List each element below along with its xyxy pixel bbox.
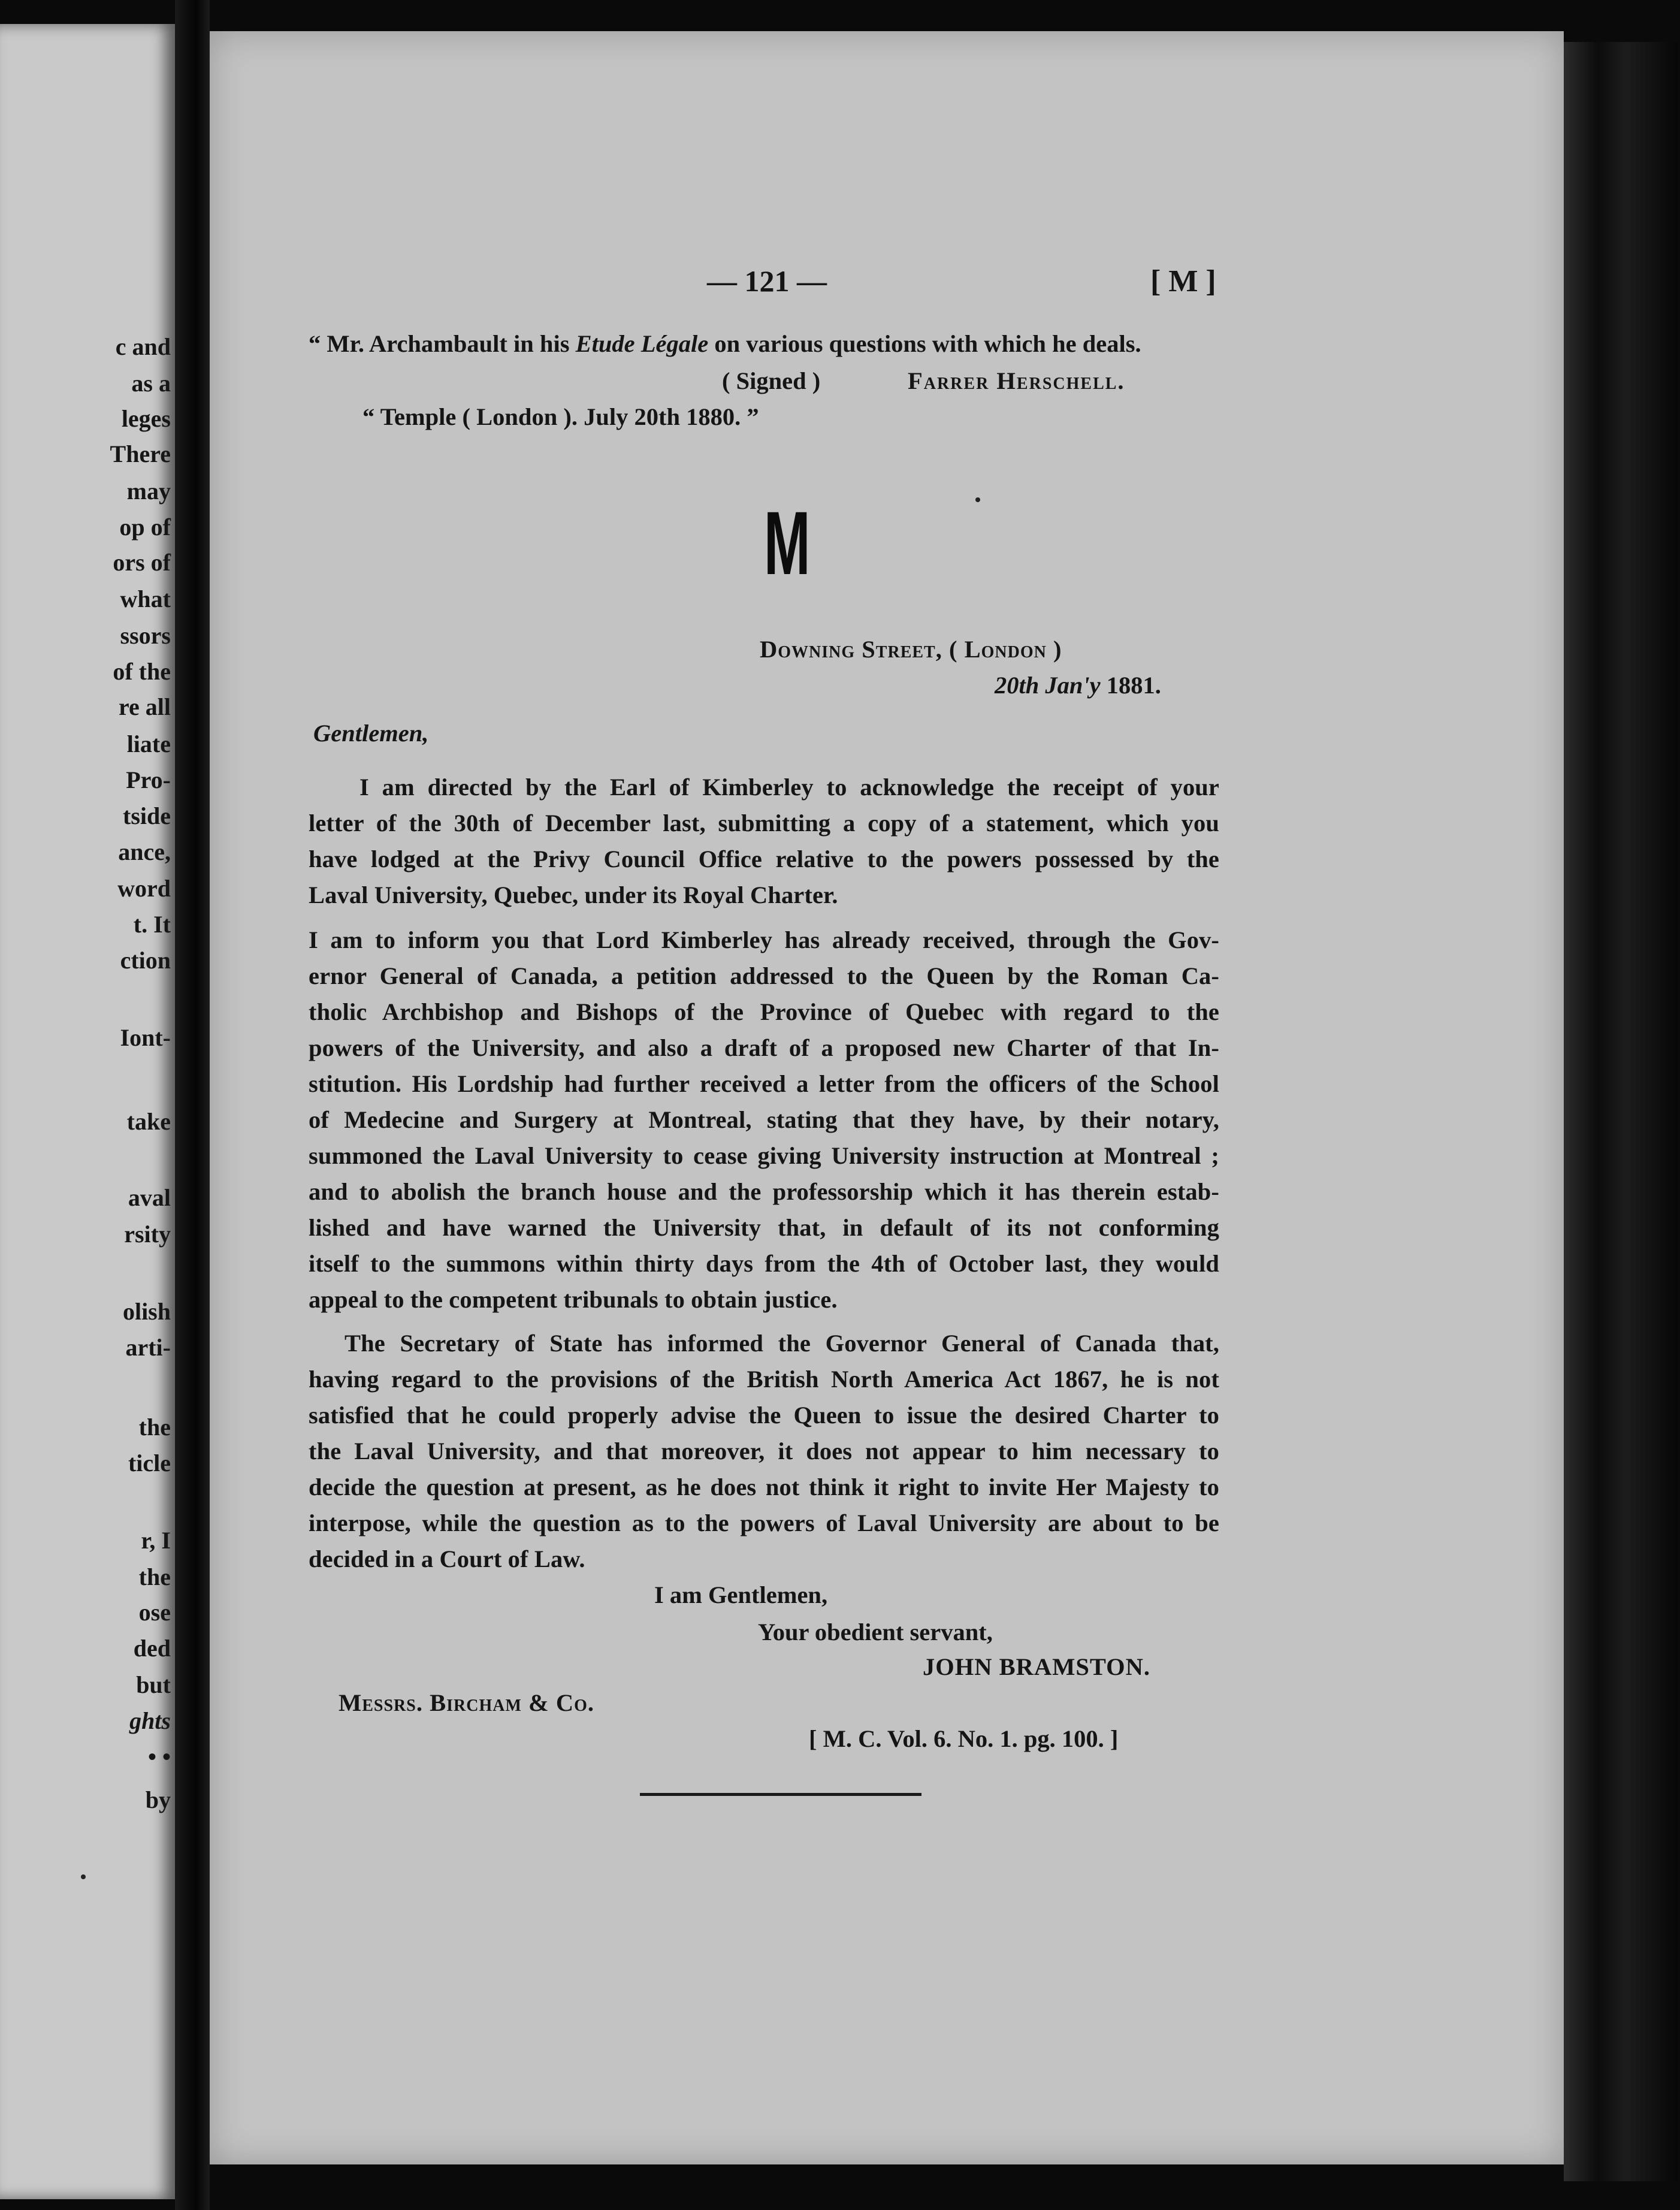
previous-page-fragment-text: op of xyxy=(119,514,171,541)
previous-page-fragment-text: the xyxy=(138,1414,171,1441)
previous-page-fragment-text: of the xyxy=(113,658,171,685)
previous-page-fragment-text: by xyxy=(145,1786,171,1813)
previous-page-fragment-text: take xyxy=(126,1108,171,1135)
letter-line: lished and have warned the University that, in default of its not conforming xyxy=(309,1214,1219,1241)
previous-page-fragment-text: olish xyxy=(122,1298,171,1325)
letter-line: summoned the Laval University to cease giving University instruction at Montreal ; xyxy=(309,1142,1219,1169)
previous-page-fragment-text: but xyxy=(136,1671,171,1698)
previous-page-fragment-text: ticle xyxy=(128,1450,171,1477)
letter-address: Downing Street, ( London ) xyxy=(760,636,1062,663)
previous-page-fragment-text: ssors xyxy=(120,622,171,649)
letter-line: satisfied that he could properly advise the Queen to issue the desired Charter to xyxy=(309,1402,1219,1429)
section-rule xyxy=(640,1793,921,1796)
previous-page-fragment-text: ghts xyxy=(129,1707,171,1734)
previous-page-fragment-text: what xyxy=(120,585,171,612)
letter-line: interpose, while the question as to the powers of Laval University are about to be xyxy=(309,1509,1219,1536)
letter-line: the Laval University, and that moreover, it does not appear to him necessary to xyxy=(309,1438,1219,1465)
previous-page-fragment-text: ose xyxy=(138,1599,171,1626)
quote-place-date: “ Temple ( London ). July 20th 1880. ” xyxy=(362,403,759,430)
previous-page-fragment-text: liate xyxy=(126,730,171,757)
previous-page-fragment-text: There xyxy=(110,440,171,467)
letter-line: stitution. His Lordship had further received a letter from the officers of the School xyxy=(309,1070,1219,1097)
previous-page-fragment-text: may xyxy=(126,478,171,505)
page-edge xyxy=(1564,42,1678,2181)
previous-page-fragment-text: r, I xyxy=(141,1527,171,1554)
scan-speck xyxy=(975,497,980,502)
page-number: — 121 — xyxy=(707,264,827,298)
letter-line: I am directed by the Earl of Kimberley to acknowledge the receipt of your xyxy=(359,774,1219,801)
previous-page-fragment-text: • • xyxy=(147,1743,171,1770)
closing-line: I am Gentlemen, xyxy=(654,1581,828,1608)
letter-line: tholic Archbishop and Bishops of the Province of Quebec with regard to the xyxy=(309,998,1219,1025)
letter-line: having regard to the provisions of the British North America Act 1867, he is not xyxy=(309,1366,1219,1393)
previous-page-fragment-text: tside xyxy=(123,802,171,829)
previous-page-fragment-text: aval xyxy=(128,1184,171,1211)
previous-page-fragment-text: the xyxy=(138,1563,171,1590)
quote-line: “ Mr. Archambault in his Etude Légale on various questions with which he deals. xyxy=(309,330,1141,357)
letter-line: letter of the 30th of December last, submitting a copy of a statement, which you xyxy=(309,810,1219,837)
previous-page-fragment-text: leges xyxy=(121,405,171,432)
letter-line: Laval University, Quebec, under its Royal Charter. xyxy=(309,881,838,908)
section-letter: M xyxy=(764,493,811,593)
letter-line: of Medecine and Surgery at Montreal, stating that they have, by their notary, xyxy=(309,1106,1219,1133)
previous-page-fragment-text: rsity xyxy=(124,1221,171,1248)
previous-page-fragment-text: c and xyxy=(115,333,171,360)
letter-line: powers of the University, and also a draft of a proposed new Charter of that In- xyxy=(309,1034,1219,1061)
previous-page-fragment-text: arti- xyxy=(125,1334,171,1361)
signer-name: Farrer Herschell. xyxy=(908,367,1125,394)
signed-label: ( Signed ) xyxy=(722,367,821,394)
letter-line: The Secretary of State has informed the Governor General of Canada that, xyxy=(345,1330,1219,1357)
reference: [ M. C. Vol. 6. No. 1. pg. 100. ] xyxy=(809,1725,1119,1752)
closing-line: Your obedient servant, xyxy=(758,1619,993,1646)
letter-line: decide the question at present, as he does not think it right to invite Her Majesty to xyxy=(309,1474,1219,1500)
previous-page-fragment-text: as a xyxy=(131,370,171,397)
signature: JOHN BRAMSTON. xyxy=(923,1653,1151,1680)
salutation: Gentlemen, xyxy=(313,720,429,747)
previous-page-fragment-text: Pro- xyxy=(126,766,171,793)
page-tag: [ M ] xyxy=(1150,264,1216,298)
letter-date: 20th Jan'y 1881. xyxy=(995,672,1161,699)
scan-speck xyxy=(81,1874,86,1879)
letter-line: itself to the summons within thirty days from the 4th of October last, they would xyxy=(309,1250,1219,1277)
letter-line: and to abolish the branch house and the professorship which it has therein estab- xyxy=(309,1178,1219,1205)
addressee: Messrs. Bircham & Co. xyxy=(339,1689,595,1716)
letter-line: I am to inform you that Lord Kimberley has already received, through the Gov- xyxy=(309,926,1219,953)
previous-page-fragment-text: ance, xyxy=(118,838,171,865)
previous-page-fragment-text: word xyxy=(117,875,171,902)
previous-page-fragment-text: ction xyxy=(120,947,171,974)
letter-line: ernor General of Canada, a petition addressed to the Queen by the Roman Ca- xyxy=(309,962,1219,989)
previous-page-fragment-text: re all xyxy=(118,693,171,720)
previous-page-fragment-text: ors of xyxy=(113,549,171,576)
previous-page-fragment-text: t. It xyxy=(133,911,171,938)
letter-line: decided in a Court of Law. xyxy=(309,1545,585,1572)
letter-line: have lodged at the Privy Council Office relative to the powers possessed by the xyxy=(309,846,1219,872)
previous-page-fragment-text: Iont- xyxy=(120,1024,171,1051)
previous-page-fragment-text: ded xyxy=(133,1635,171,1662)
letter-line: appeal to the competent tribunals to obtain justice. xyxy=(309,1286,838,1313)
book-gutter xyxy=(175,0,210,2210)
